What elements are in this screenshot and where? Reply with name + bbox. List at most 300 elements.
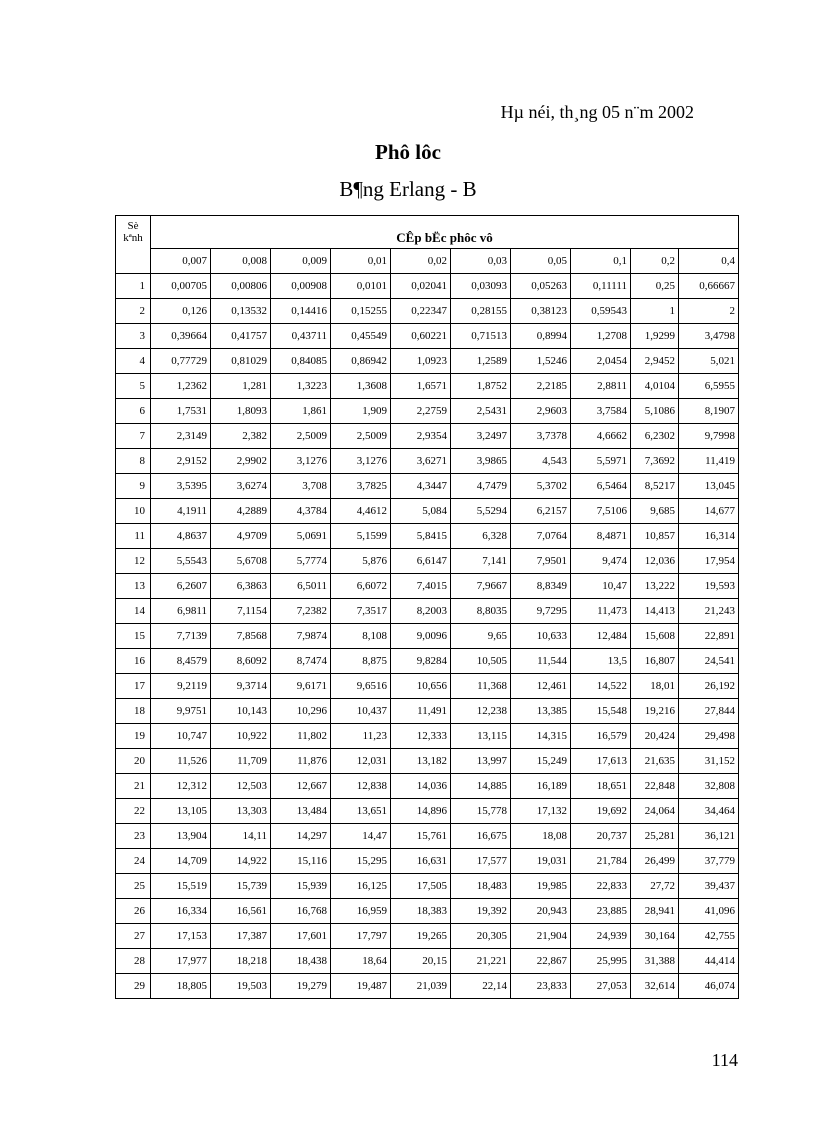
table-row <box>116 549 739 574</box>
table-cell: 14,896 <box>391 799 451 824</box>
table-cell: 13,904 <box>151 824 211 849</box>
table-row <box>116 274 739 299</box>
table-cell: 0,05263 <box>511 274 571 299</box>
table-cell: 20,424 <box>631 724 679 749</box>
table-cell: 6,6147 <box>391 549 451 574</box>
table-cell: 5,084 <box>391 499 451 524</box>
table-body <box>116 274 739 999</box>
channel-count-cell: 10 <box>116 499 151 524</box>
table-cell: 0,00908 <box>271 274 331 299</box>
table-cell: 17,601 <box>271 924 331 949</box>
table-cell: 6,2157 <box>511 499 571 524</box>
table-cell: 21,784 <box>571 849 631 874</box>
table-cell: 16,125 <box>331 874 391 899</box>
table-cell: 30,164 <box>631 924 679 949</box>
table-cell: 20,15 <box>391 949 451 974</box>
table-cell: 14,922 <box>211 849 271 874</box>
table-cell: 22,867 <box>511 949 571 974</box>
table-cell: 4,1911 <box>151 499 211 524</box>
channel-count-cell: 23 <box>116 824 151 849</box>
channel-count-cell: 1 <box>116 274 151 299</box>
table-cell: 5,1599 <box>331 524 391 549</box>
table-cell: 19,279 <box>271 974 331 999</box>
table-cell: 24,541 <box>679 649 739 674</box>
table-cell: 9,474 <box>571 549 631 574</box>
table-cell: 22,833 <box>571 874 631 899</box>
table-cell: 0,39664 <box>151 324 211 349</box>
table-cell: 0,77729 <box>151 349 211 374</box>
table-cell: 21,904 <box>511 924 571 949</box>
channel-count-cell: 21 <box>116 774 151 799</box>
table-cell: 1,281 <box>211 374 271 399</box>
channel-count-cell: 15 <box>116 624 151 649</box>
table-cell: 16,631 <box>391 849 451 874</box>
table-cell: 20,305 <box>451 924 511 949</box>
table-cell: 12,838 <box>331 774 391 799</box>
table-cell: 6,328 <box>451 524 511 549</box>
table-cell: 11,368 <box>451 674 511 699</box>
table-cell: 6,2607 <box>151 574 211 599</box>
table-cell: 15,739 <box>211 874 271 899</box>
table-cell: 7,141 <box>451 549 511 574</box>
table-cell: 19,503 <box>211 974 271 999</box>
table-cell: 11,802 <box>271 724 331 749</box>
table-cell: 0,126 <box>151 299 211 324</box>
table-cell: 11,419 <box>679 449 739 474</box>
table-cell: 7,3517 <box>331 599 391 624</box>
table-cell: 0,22347 <box>391 299 451 324</box>
table-cell: 0,0101 <box>331 274 391 299</box>
table-cell: 5,5971 <box>571 449 631 474</box>
table-cell: 5,021 <box>679 349 739 374</box>
table-cell: 21,221 <box>451 949 511 974</box>
table-cell: 0,41757 <box>211 324 271 349</box>
channel-count-cell: 8 <box>116 449 151 474</box>
table-cell: 9,3714 <box>211 674 271 699</box>
table-cell: 31,152 <box>679 749 739 774</box>
table-cell: 11,23 <box>331 724 391 749</box>
table-cell: 11,876 <box>271 749 331 774</box>
erlang-b-table <box>115 215 739 999</box>
table-cell: 18,64 <box>331 949 391 974</box>
table-cell: 4,3784 <box>271 499 331 524</box>
column-header: 0,2 <box>631 249 679 274</box>
table-cell: 0,00806 <box>211 274 271 299</box>
table-cell: 3,2497 <box>451 424 511 449</box>
channel-count-header <box>116 216 151 274</box>
table-row <box>116 374 739 399</box>
table-cell: 17,797 <box>331 924 391 949</box>
table-cell: 5,5543 <box>151 549 211 574</box>
table-cell: 17,132 <box>511 799 571 824</box>
table-row <box>116 624 739 649</box>
table-cell: 22,848 <box>631 774 679 799</box>
table-cell: 14,413 <box>631 599 679 624</box>
table-cell: 16,579 <box>571 724 631 749</box>
table-cell: 0,02041 <box>391 274 451 299</box>
table-cell: 13,105 <box>151 799 211 824</box>
table-cell: 19,031 <box>511 849 571 874</box>
table-cell: 7,0764 <box>511 524 571 549</box>
table-cell: 3,5395 <box>151 474 211 499</box>
table-cell: 1,2589 <box>451 349 511 374</box>
column-header: 0,05 <box>511 249 571 274</box>
table-cell: 0,15255 <box>331 299 391 324</box>
table-cell: 18,483 <box>451 874 511 899</box>
table-cell: 6,2302 <box>631 424 679 449</box>
table-cell: 3,6274 <box>211 474 271 499</box>
table-cell: 19,265 <box>391 924 451 949</box>
table-cell: 9,9751 <box>151 699 211 724</box>
table-cell: 13,385 <box>511 699 571 724</box>
table-cell: 2,0454 <box>571 349 631 374</box>
table-cell: 0,86942 <box>331 349 391 374</box>
channel-count-cell: 17 <box>116 674 151 699</box>
table-cell: 1,6571 <box>391 374 451 399</box>
table-cell: 14,709 <box>151 849 211 874</box>
table-cell: 2,9152 <box>151 449 211 474</box>
table-cell: 21,243 <box>679 599 739 624</box>
table-cell: 27,053 <box>571 974 631 999</box>
table-cell: 2,2185 <box>511 374 571 399</box>
channel-count-header-line1: Sè <box>127 220 139 232</box>
table-cell: 6,3863 <box>211 574 271 599</box>
table-cell: 10,505 <box>451 649 511 674</box>
table-cell: 7,3692 <box>631 449 679 474</box>
table-cell: 14,522 <box>571 674 631 699</box>
table-cell: 10,296 <box>271 699 331 724</box>
table-cell: 7,1154 <box>211 599 271 624</box>
table-cell: 18,383 <box>391 899 451 924</box>
table-cell: 2,9354 <box>391 424 451 449</box>
table-cell: 32,614 <box>631 974 679 999</box>
table-cell: 41,096 <box>679 899 739 924</box>
table-row <box>116 899 739 924</box>
channel-count-cell: 7 <box>116 424 151 449</box>
table-cell: 13,303 <box>211 799 271 824</box>
table-row <box>116 649 739 674</box>
table-cell: 13,045 <box>679 474 739 499</box>
table-cell: 3,1276 <box>331 449 391 474</box>
table-cell: 29,498 <box>679 724 739 749</box>
table-cell: 3,6271 <box>391 449 451 474</box>
table-cell: 26,499 <box>631 849 679 874</box>
column-header: 0,008 <box>211 249 271 274</box>
table-cell: 1,8752 <box>451 374 511 399</box>
table-cell: 39,437 <box>679 874 739 899</box>
table-cell: 0,45549 <box>331 324 391 349</box>
table-cell: 8,7474 <box>271 649 331 674</box>
channel-count-cell: 5 <box>116 374 151 399</box>
table-cell: 10,857 <box>631 524 679 549</box>
table-cell: 7,4015 <box>391 574 451 599</box>
table-cell: 4,7479 <box>451 474 511 499</box>
table-cell: 0,03093 <box>451 274 511 299</box>
column-header: 0,1 <box>571 249 631 274</box>
table-cell: 15,249 <box>511 749 571 774</box>
channel-count-header-line2: kªnh <box>123 232 143 244</box>
table-row <box>116 824 739 849</box>
table-cell: 12,333 <box>391 724 451 749</box>
table-cell: 0,84085 <box>271 349 331 374</box>
table-group-header-row <box>116 216 739 249</box>
table-cell: 8,4579 <box>151 649 211 674</box>
table-row <box>116 449 739 474</box>
table-cell: 15,519 <box>151 874 211 899</box>
table-row <box>116 424 739 449</box>
table-cell: 8,1907 <box>679 399 739 424</box>
table-cell: 5,7774 <box>271 549 331 574</box>
table-row <box>116 799 739 824</box>
table-cell: 18,08 <box>511 824 571 849</box>
table-cell: 18,651 <box>571 774 631 799</box>
table-row <box>116 749 739 774</box>
table-cell: 4,8637 <box>151 524 211 549</box>
table-cell: 7,9874 <box>271 624 331 649</box>
table-row <box>116 524 739 549</box>
table-cell: 4,2889 <box>211 499 271 524</box>
table-cell: 2,9603 <box>511 399 571 424</box>
table-row <box>116 674 739 699</box>
table-row <box>116 699 739 724</box>
table-cell: 20,737 <box>571 824 631 849</box>
channel-count-cell: 19 <box>116 724 151 749</box>
table-cell: 12,484 <box>571 624 631 649</box>
table-cell: 15,939 <box>271 874 331 899</box>
table-cell: 1,2708 <box>571 324 631 349</box>
table-cell: 0,13532 <box>211 299 271 324</box>
table-cell: 10,656 <box>391 674 451 699</box>
table-cell: 17,577 <box>451 849 511 874</box>
table-cell: 5,5294 <box>451 499 511 524</box>
table-cell: 2 <box>679 299 739 324</box>
table-cell: 13,651 <box>331 799 391 824</box>
table-cell: 12,031 <box>331 749 391 774</box>
channel-count-cell: 28 <box>116 949 151 974</box>
channel-count-cell: 22 <box>116 799 151 824</box>
table-cell: 17,977 <box>151 949 211 974</box>
table-cell: 13,5 <box>571 649 631 674</box>
table-cell: 2,9452 <box>631 349 679 374</box>
table-cell: 12,503 <box>211 774 271 799</box>
table-cell: 6,9811 <box>151 599 211 624</box>
table-cell: 0,25 <box>631 274 679 299</box>
table-cell: 7,2382 <box>271 599 331 624</box>
table-cell: 3,1276 <box>271 449 331 474</box>
table-cell: 36,121 <box>679 824 739 849</box>
table-cell: 8,4871 <box>571 524 631 549</box>
table-cell: 4,9709 <box>211 524 271 549</box>
table-cell: 2,5009 <box>331 424 391 449</box>
table-cell: 12,036 <box>631 549 679 574</box>
table-cell: 18,01 <box>631 674 679 699</box>
table-row <box>116 924 739 949</box>
table-cell: 2,9902 <box>211 449 271 474</box>
table-row <box>116 974 739 999</box>
table-row <box>116 324 739 349</box>
channel-count-cell: 24 <box>116 849 151 874</box>
table-cell: 10,47 <box>571 574 631 599</box>
column-header: 0,007 <box>151 249 211 274</box>
table-row <box>116 349 739 374</box>
dateline: Hµ néi, th¸ng 05 n¨m 2002 <box>500 102 694 122</box>
table-cell: 1,861 <box>271 399 331 424</box>
table-cell: 1,0923 <box>391 349 451 374</box>
table-cell: 19,216 <box>631 699 679 724</box>
table-cell: 16,959 <box>331 899 391 924</box>
table-cell: 0,43711 <box>271 324 331 349</box>
table-cell: 5,8415 <box>391 524 451 549</box>
table-cell: 2,8811 <box>571 374 631 399</box>
table-cell: 3,708 <box>271 474 331 499</box>
channel-count-cell: 11 <box>116 524 151 549</box>
table-cell: 14,885 <box>451 774 511 799</box>
table-cell: 7,9667 <box>451 574 511 599</box>
table-cell: 23,885 <box>571 899 631 924</box>
table-cell: 17,954 <box>679 549 739 574</box>
table-cell: 11,544 <box>511 649 571 674</box>
table-cell: 2,382 <box>211 424 271 449</box>
table-cell: 31,388 <box>631 949 679 974</box>
table-cell: 21,039 <box>391 974 451 999</box>
table-cell: 0,81029 <box>211 349 271 374</box>
table-cell: 20,943 <box>511 899 571 924</box>
table-cell: 19,392 <box>451 899 511 924</box>
table-cell: 23,833 <box>511 974 571 999</box>
table-cell: 16,807 <box>631 649 679 674</box>
table-cell: 3,7584 <box>571 399 631 424</box>
table-cell: 13,182 <box>391 749 451 774</box>
table-row <box>116 474 739 499</box>
channel-count-cell: 26 <box>116 899 151 924</box>
column-header: 0,009 <box>271 249 331 274</box>
table-cell: 17,153 <box>151 924 211 949</box>
table-row <box>116 849 739 874</box>
table-cell: 4,543 <box>511 449 571 474</box>
channel-count-cell: 13 <box>116 574 151 599</box>
table-cell: 4,0104 <box>631 374 679 399</box>
table-cell: 24,064 <box>631 799 679 824</box>
table-cell: 0,28155 <box>451 299 511 324</box>
table-cell: 7,9501 <box>511 549 571 574</box>
channel-count-cell: 25 <box>116 874 151 899</box>
table-cell: 7,8568 <box>211 624 271 649</box>
table-cell: 0,38123 <box>511 299 571 324</box>
table-cell: 32,808 <box>679 774 739 799</box>
table-cell: 11,709 <box>211 749 271 774</box>
table-cell: 5,1086 <box>631 399 679 424</box>
table-cell: 14,47 <box>331 824 391 849</box>
table-cell: 5,876 <box>331 549 391 574</box>
table-cell: 3,7378 <box>511 424 571 449</box>
table-cell: 42,755 <box>679 924 739 949</box>
table-cell: 1,9299 <box>631 324 679 349</box>
column-header: 0,03 <box>451 249 511 274</box>
table-cell: 10,633 <box>511 624 571 649</box>
table-cell: 14,297 <box>271 824 331 849</box>
table-cell: 2,5431 <box>451 399 511 424</box>
table-cell: 3,4798 <box>679 324 739 349</box>
grade-of-service-header: CÊp bËc phôc vô <box>151 216 739 249</box>
table-cell: 2,3149 <box>151 424 211 449</box>
table-cell: 16,314 <box>679 524 739 549</box>
table-cell: 0,71513 <box>451 324 511 349</box>
table-cell: 9,685 <box>631 499 679 524</box>
table-cell: 14,036 <box>391 774 451 799</box>
table-cell: 11,491 <box>391 699 451 724</box>
table-cell: 0,14416 <box>271 299 331 324</box>
table-cell: 9,7998 <box>679 424 739 449</box>
table-cell: 6,5955 <box>679 374 739 399</box>
table-cell: 16,768 <box>271 899 331 924</box>
channel-count-cell: 20 <box>116 749 151 774</box>
table-cell: 16,675 <box>451 824 511 849</box>
table-cell: 15,116 <box>271 849 331 874</box>
table-row <box>116 949 739 974</box>
table-cell: 8,8349 <box>511 574 571 599</box>
table-row <box>116 574 739 599</box>
table-cell: 44,414 <box>679 949 739 974</box>
channel-count-cell: 3 <box>116 324 151 349</box>
table-cell: 27,72 <box>631 874 679 899</box>
table-row <box>116 299 739 324</box>
table-cell: 10,747 <box>151 724 211 749</box>
table-cell: 25,281 <box>631 824 679 849</box>
table-cell: 8,108 <box>331 624 391 649</box>
table-row <box>116 724 739 749</box>
table-cell: 9,65 <box>451 624 511 649</box>
table-cell: 2,5009 <box>271 424 331 449</box>
table-row <box>116 599 739 624</box>
table-cell: 21,635 <box>631 749 679 774</box>
table-cell: 14,315 <box>511 724 571 749</box>
table-cell: 9,6171 <box>271 674 331 699</box>
column-header: 0,01 <box>331 249 391 274</box>
table-cell: 8,6092 <box>211 649 271 674</box>
table-row <box>116 399 739 424</box>
table-cell: 12,312 <box>151 774 211 799</box>
table-cell: 25,995 <box>571 949 631 974</box>
table-cell: 0,66667 <box>679 274 739 299</box>
table-cell: 9,7295 <box>511 599 571 624</box>
table-cell: 37,779 <box>679 849 739 874</box>
channel-count-cell: 9 <box>116 474 151 499</box>
table-cell: 0,11111 <box>571 274 631 299</box>
table-cell: 19,985 <box>511 874 571 899</box>
table-cell: 9,6516 <box>331 674 391 699</box>
table-cell: 17,505 <box>391 874 451 899</box>
table-cell: 4,3447 <box>391 474 451 499</box>
table-cell: 12,667 <box>271 774 331 799</box>
table-cell: 3,7825 <box>331 474 391 499</box>
table-cell: 16,189 <box>511 774 571 799</box>
table-cell: 5,0691 <box>271 524 331 549</box>
table-cell: 7,7139 <box>151 624 211 649</box>
column-header: 0,02 <box>391 249 451 274</box>
table-cell: 17,387 <box>211 924 271 949</box>
column-header-row <box>116 249 739 274</box>
table-cell: 14,11 <box>211 824 271 849</box>
table-cell: 10,143 <box>211 699 271 724</box>
channel-count-cell: 4 <box>116 349 151 374</box>
table-cell: 15,761 <box>391 824 451 849</box>
channel-count-cell: 12 <box>116 549 151 574</box>
channel-count-cell: 16 <box>116 649 151 674</box>
table-cell: 12,238 <box>451 699 511 724</box>
table-cell: 1,7531 <box>151 399 211 424</box>
table-cell: 16,334 <box>151 899 211 924</box>
table-cell: 15,548 <box>571 699 631 724</box>
